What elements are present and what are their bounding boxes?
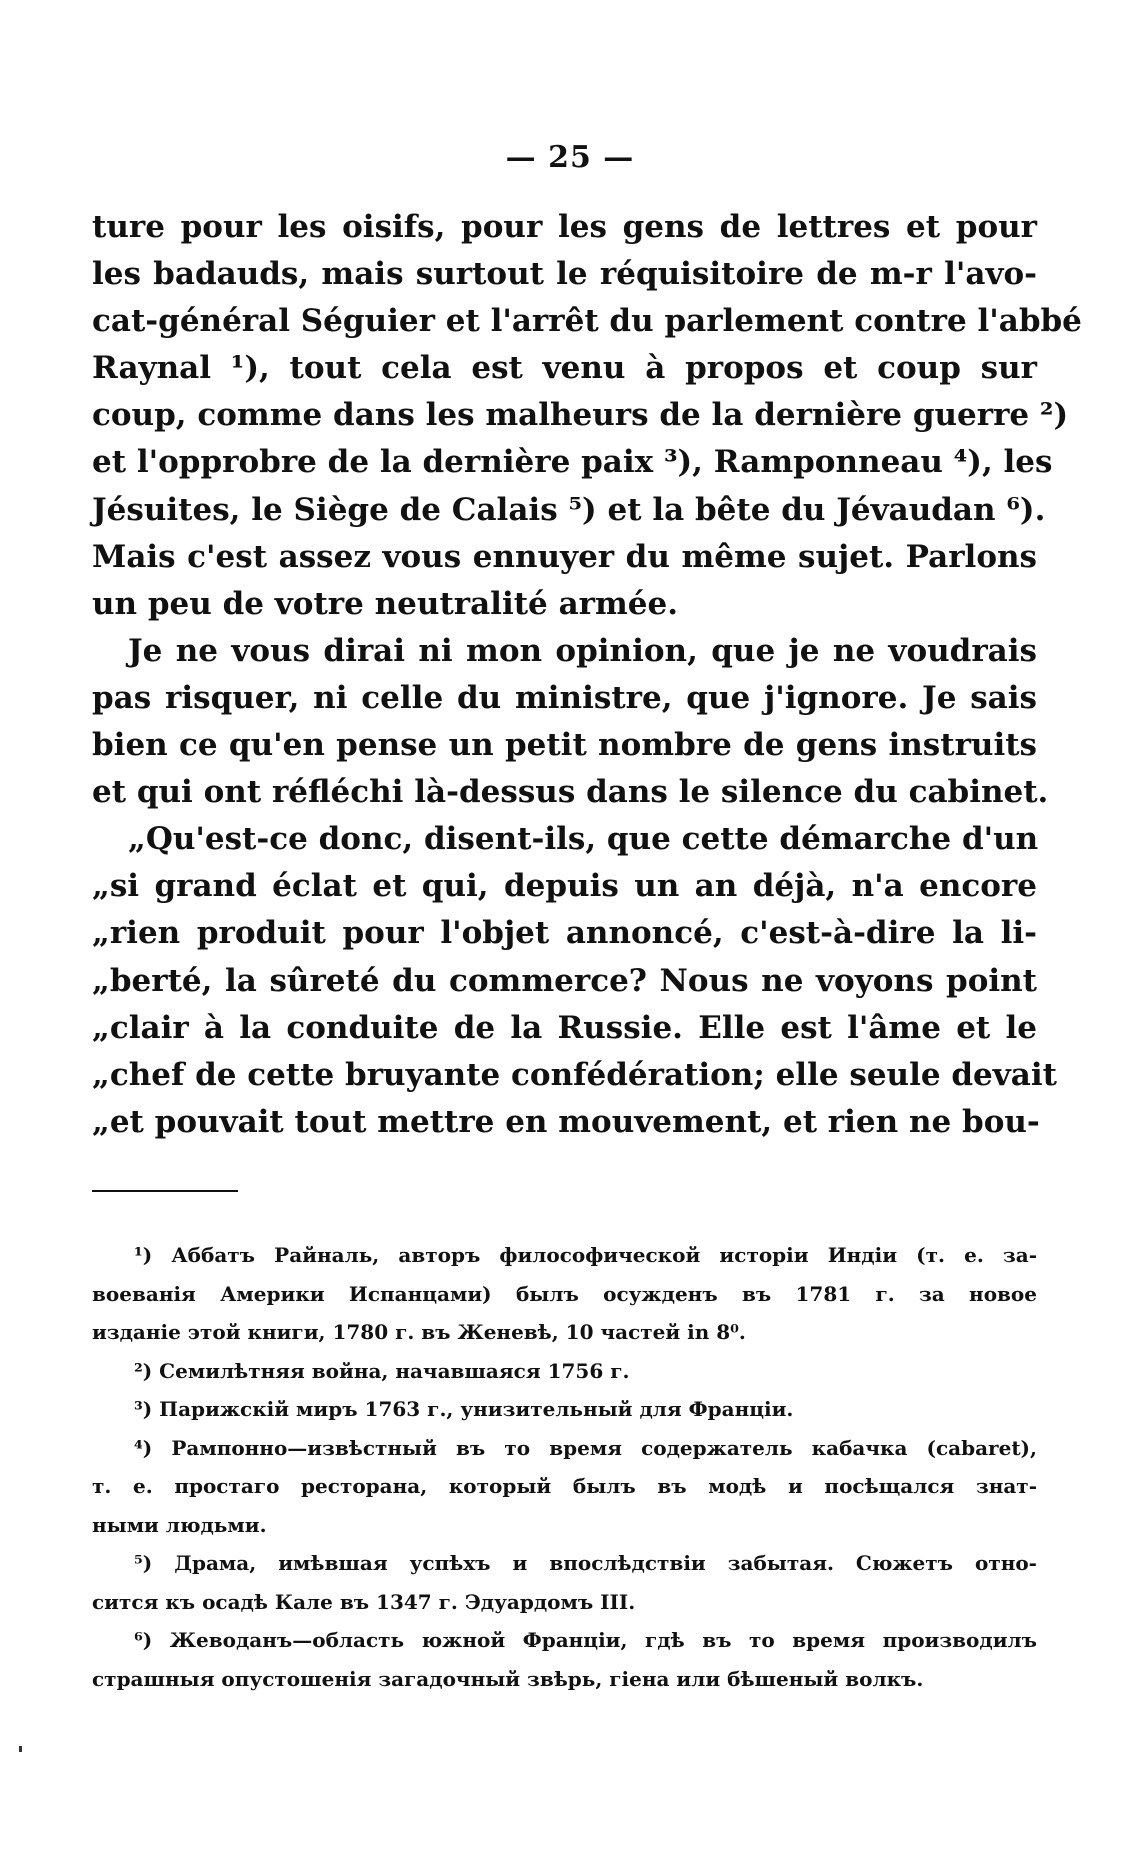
- body-line: les badauds, mais surtout le réquisitoire de m-r l'avo-: [92, 256, 1037, 293]
- footnote-line: изданіе этой книги, 1780 г. въ Женевѣ, 10 частей in 8⁰.: [92, 1320, 746, 1344]
- body-line: „et pouvait tout mettre en mouvement, et rien ne bou-: [92, 1103, 1040, 1140]
- footnote-line: ⁴) Рампонно—извѣстный въ то время содержатель кабачка (cabaret),: [134, 1435, 1037, 1460]
- body-line: Raynal ¹), tout cela est venu à propos et coup sur: [92, 350, 1037, 387]
- footnote-line: ⁶) Жеводанъ—область южной Франціи, гдѣ въ то время производилъ: [134, 1628, 1037, 1652]
- body-line: coup, comme dans les malheurs de la dernière guerre ²): [92, 397, 1069, 434]
- footnote-line: ²) Семилѣтняя война, начавшаяся 1756 г.: [134, 1358, 630, 1383]
- footnote-line: страшныя опустошенія загадочный звѣрь, гіена или бѣшеный волкъ.: [92, 1666, 924, 1691]
- footnote-line: ¹) Аббатъ Райналь, авторъ философической исторіи Индіи (т. е. за-: [134, 1243, 1037, 1267]
- body-line: „si grand éclat et qui, depuis un an déjà, n'a encore: [92, 868, 1037, 905]
- body-line: Jésuites, le Siège de Calais ⁵) et la bête du Jévaudan ⁶).: [92, 491, 1046, 528]
- footnote-line: т. е. простаго ресторана, который былъ въ модѣ и посѣщался знат-: [92, 1474, 1037, 1498]
- body-line: ture pour les oisifs, pour les gens de lettres et pour: [92, 209, 1037, 245]
- page-number: — 25 —: [505, 140, 635, 175]
- body-line: un peu de votre neutralité armée.: [92, 585, 679, 622]
- footnote-divider: [92, 1190, 238, 1192]
- body-line: „clair à la conduite de la Russie. Elle est l'âme et le: [92, 1009, 1037, 1046]
- body-line: et qui ont réfléchi là-dessus dans le silence du cabinet.: [92, 774, 1049, 811]
- body-line: Je ne vous dirai ni mon opinion, que je ne voudrais: [128, 632, 1037, 669]
- body-line: „rien produit pour l'objet annoncé, c'est-à-dire la li-: [92, 915, 1037, 952]
- footnote-line: сится къ осадѣ Кале въ 1347 г. Эдуардомъ III.: [92, 1589, 636, 1614]
- footnotes: [92, 1236, 1037, 1698]
- body-line: bien ce qu'en pense un petit nombre de gens instruits: [92, 727, 1037, 764]
- body-line: „chef de cette bruyante confédération; elle seule devait: [92, 1056, 1057, 1093]
- footnote-line: ⁵) Драма, имѣвшая успѣхъ и впослѣдствіи забытая. Сюжетъ отно-: [134, 1551, 1037, 1575]
- ink-speck: [19, 1746, 22, 1752]
- footnote-line: ными людьми.: [92, 1512, 267, 1537]
- body-line: pas risquer, ni celle du ministre, que j'ignore. Je sais: [92, 679, 1037, 716]
- body-line: „berté, la sûreté du commerce? Nous ne voyons point: [92, 962, 1037, 999]
- footnote-line: воеванія Америки Испанцами) былъ осужденъ въ 1781 г. за новое: [92, 1281, 1037, 1306]
- body-line: cat-général Séguier et l'arrêt du parlement contre l'abbé: [92, 303, 1082, 340]
- body-line: et l'opprobre de la dernière paix ³), Ramponneau ⁴), les: [92, 444, 1053, 481]
- footnote-line: ³) Парижскій миръ 1763 г., унизительный для Франціи.: [134, 1397, 794, 1421]
- main-text: [92, 204, 1082, 1146]
- body-line: Mais c'est assez vous ennuyer du même sujet. Parlons: [92, 538, 1037, 575]
- body-line: „Qu'est-ce donc, disent-ils, que cette démarche d'un: [128, 821, 1039, 858]
